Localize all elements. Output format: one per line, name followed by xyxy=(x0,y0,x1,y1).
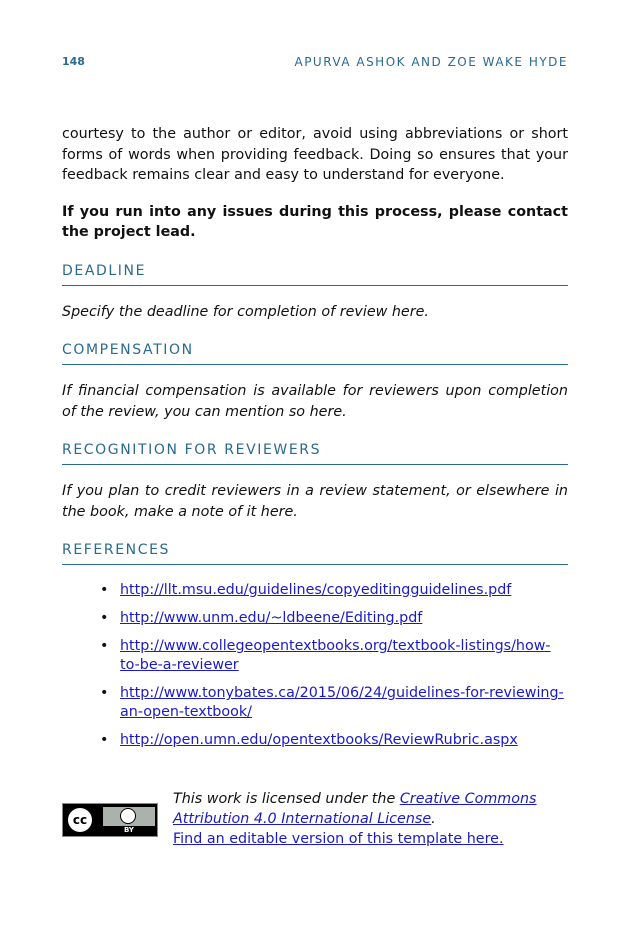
bullet-icon: • xyxy=(100,610,109,626)
deadline-heading: DEADLINE xyxy=(62,263,568,286)
references-heading: REFERENCES xyxy=(62,542,568,565)
attribution-person-icon xyxy=(120,808,136,824)
deadline-text: Specify the deadline for completion of review here. xyxy=(62,303,429,320)
badge-by-label: BY xyxy=(103,826,155,835)
bullet-icon: • xyxy=(100,685,109,701)
references-list xyxy=(62,581,568,750)
reference-item xyxy=(100,684,568,722)
license-text xyxy=(173,789,568,849)
page-body xyxy=(62,124,568,759)
reference-link-unm[interactable]: http://www.unm.edu/~ldbeene/Editing.pdf xyxy=(120,610,423,626)
bullet-icon: • xyxy=(100,732,109,748)
page-number: 148 xyxy=(62,55,85,68)
license-prefix: This work is licensed under the xyxy=(173,791,400,807)
recognition-text: If you plan to credit reviewers in a review statement, or elsewhere in the book, make a note of it here. xyxy=(62,483,568,520)
intro-paragraph: courtesy to the author or editor, avoid using abbreviations or short forms of words when providing feedback. Doing so ensures that your feedback remains clear and easy to understand for everyone. xyxy=(62,126,568,183)
cc-license-link[interactable]: Creative Commons Attribution 4.0 International License xyxy=(173,791,537,827)
compensation-heading: COMPENSATION xyxy=(62,342,568,365)
reference-item xyxy=(100,609,568,628)
reference-link-tonybates[interactable]: http://www.tonybates.ca/2015/06/24/guidelines-for-reviewing-an-open-textbook/ xyxy=(120,685,564,720)
bullet-icon: • xyxy=(100,638,109,654)
license-suffix: . xyxy=(431,811,436,827)
reference-link-umn[interactable]: http://open.umn.edu/opentextbooks/ReviewRubric.aspx xyxy=(120,732,518,748)
cc-logo-icon: cc xyxy=(66,806,94,834)
compensation-text: If financial compensation is available for reviewers upon completion of the review, you can mention so here. xyxy=(62,383,568,420)
reference-item xyxy=(100,731,568,750)
license-block xyxy=(62,789,568,849)
reference-item xyxy=(100,637,568,675)
cc-by-badge[interactable] xyxy=(62,803,158,837)
bullet-icon: • xyxy=(100,582,109,598)
reference-item xyxy=(100,581,568,600)
contact-note: If you run into any issues during this process, please contact the project lead. xyxy=(62,203,568,240)
reference-link-collegeopentextbooks[interactable]: http://www.collegeopentextbooks.org/textbook-listings/how-to-be-a-reviewer xyxy=(120,638,551,673)
running-header-authors: APURVA ASHOK AND ZOE WAKE HYDE xyxy=(294,55,568,69)
recognition-heading: RECOGNITION FOR REVIEWERS xyxy=(62,442,568,465)
editable-template-link[interactable]: Find an editable version of this template here. xyxy=(173,831,504,847)
reference-link-msu[interactable]: http://llt.msu.edu/guidelines/copyeditingguidelines.pdf xyxy=(120,582,512,598)
running-header xyxy=(62,55,568,73)
